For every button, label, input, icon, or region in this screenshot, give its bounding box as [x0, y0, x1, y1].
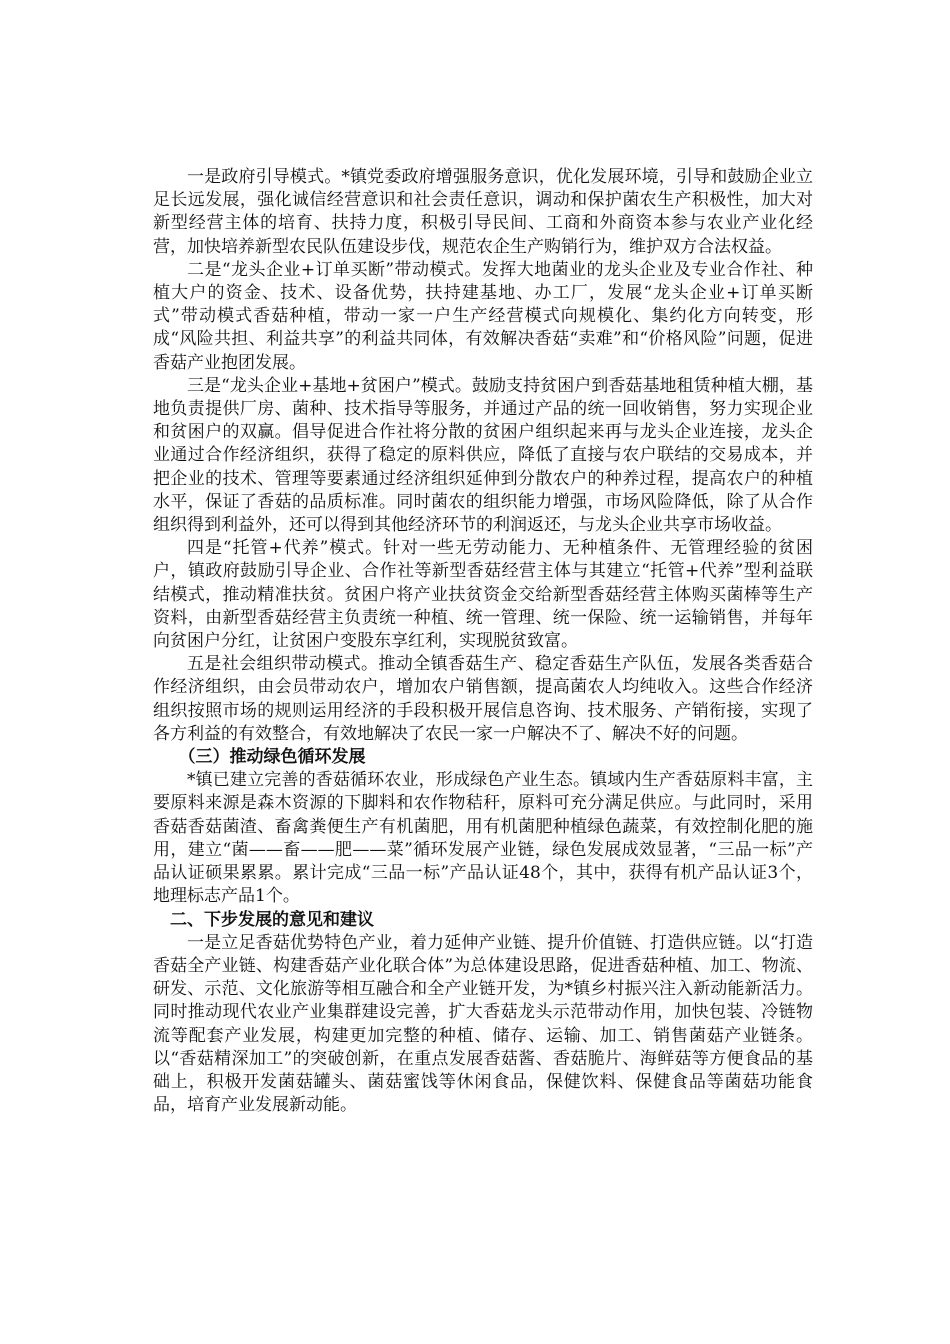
paragraph-base-poor-household-model: 三是“龙头企业+基地+贫困户”模式。鼓励支持贫困户到香菇基地租赁种植大棚，基地负责提供厂房、菌种、技术指导等服务，并通过产品的统一回收销售，努力实现企业和贫困户的双赢。倡导促进合作社将分散的贫困户组织起来再与龙头企业连接，龙头企业通过合作经济组织，获得了稳定的原料供应，降低了直接与农户联结的交易成本，并把企业的技术、管理等要素通过经济组织延伸到分散农户的种养过程，提高农户的种植水平，保证了香菇的品质标准。同时菌农的组织能力增强，市场风险降低，除了从合作组织得到利益外，还可以得到其他经济环节的利润返还，与龙头企业共享市场收益。: [153, 375, 813, 536]
paragraph-social-organization-model: 五是社会组织带动模式。推动全镇香菇生产、稳定香菇生产队伍，发展各类香菇合作经济组织，由会员带动农户，增加农户销售额，提高菌农人均纯收入。这些合作经济组织按照市场的规则运用经济的手段积极开展信息咨询、技术服务、产销衔接，实现了各方利益的有效整合，有效地解决了农民一家一户解决不了、解决不好的问题。: [153, 654, 813, 744]
paragraph-order-buyout-model: 二是“龙头企业+订单买断”带动模式。发挥大地菌业的龙头企业及专业合作社、种植大户的资金、技术、设备优势，扶持建基地、办工厂，发展“龙头企业+订单买断式”带动模式香菇种植，带动一家一户生产经营模式向规模化、集约化方向转变，形成“风险共担、利益共享”的利益共同体，有效解决香菇“卖难”和“价格风险”问题，促进香菇产业抱团发展。: [153, 259, 813, 373]
paragraph-green-cycle: *镇已建立完善的香菇循环农业，形成绿色产业生态。镇域内生产香菇原料丰富，主要原料来源是森木资源的下脚料和农作物秸秆，原料可充分满足供应。与此同时，采用香菇香菇菌渣、畜禽粪便生产有机菌肥，用有机菌肥种植绿色蔬菜，有效控制化肥的施用，建立“菌——畜——肥——菜”循环发展产业链，绿色发展成效显著，“三品一标”产品认证硕果累累。累计完成“三品一标”产品认证48个，其中，获得有机产品认证3个，地理标志产品1个。: [153, 770, 813, 907]
section-heading-green-cycle: （三）推动绿色循环发展: [178, 747, 366, 768]
section-heading-next-steps: 二、下步发展的意见和建议: [170, 909, 374, 930]
paragraph-next-steps: 一是立足香菇优势特色产业，着力延伸产业链、提升价值链、打造供应链。以“打造香菇全产业链、构建香菇产业化联合体”为总体建设思路，促进香菇种植、加工、物流、研发、示范、文化旅游等相互融合和全产业链开发，为*镇乡村振兴注入新动能新活力。同时推动现代农业产业集群建设完善，扩大香菇龙头示范带动作用，加快包装、冷链物流等配套产业发展，构建更加完整的种植、储存、运输、加工、销售菌菇产业链条。以“香菇精深加工”的突破创新，在重点发展香菇酱、香菇脆片、海鲜菇等方便食品的基础上，积极开发菌菇罐头、菌菇蜜饯等休闲食品，保健饮料、保健食品等菌菇功能食品，培育产业发展新动能。: [153, 932, 813, 1116]
document-body: [153, 166, 813, 1117]
paragraph-government-guidance: 一是政府引导模式。*镇党委政府增强服务意识，优化发展环境，引导和鼓励企业立足长远发展，强化诚信经营意识和社会责任意识，调动和保护菌农生产积极性，加大对新型经营主体的培育、扶持力度，积极引导民间、工商和外商资本参与农业产业化经营，加快培养新型农民队伍建设步伐，规范农企生产购销行为，维护双方合法权益。: [153, 167, 813, 257]
paragraph-custody-breeding-model: 四是“托管+代养”模式。针对一些无劳动能力、无种植条件、无管理经验的贫困户，镇政府鼓励引导企业、合作社等新型香菇经营主体与其建立“托管+代养”型利益联结模式，推动精准扶贫。贫困户将产业扶贫资金交给新型香菇经营主体购买菌棒等生产资料，由新型香菇经营主负责统一种植、统一管理、统一保险、统一运输销售，并每年向贫困户分红，让贫困户变股东享红利，实现脱贫致富。: [153, 538, 813, 652]
